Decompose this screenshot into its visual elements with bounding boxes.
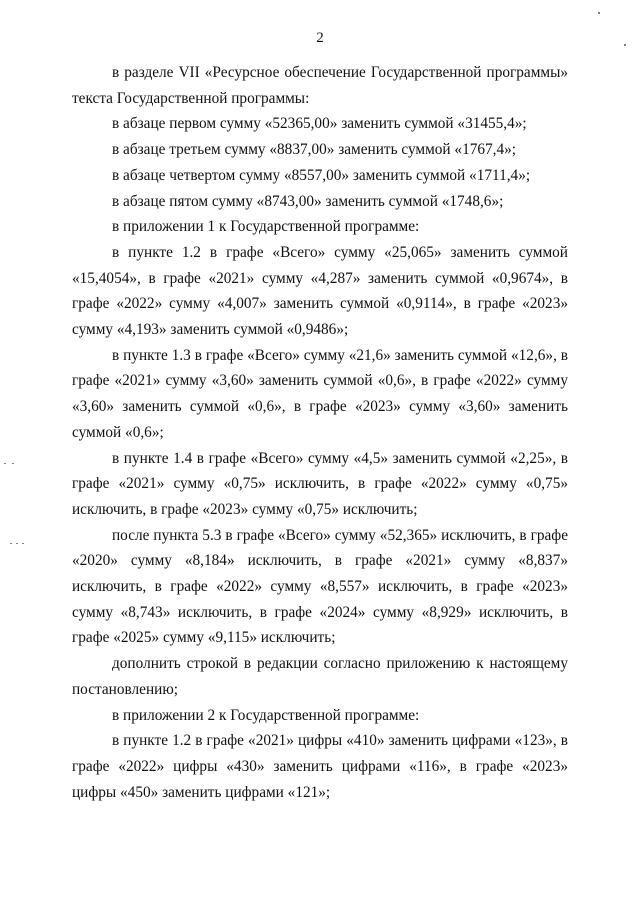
scan-speck bbox=[10, 543, 12, 544]
paragraph-abzac-3: в абзаце третьем сумму «8837,00» заменить суммой «1767,4»; bbox=[112, 141, 517, 159]
paragraph-item-1-2: в пункте 1.2 в графе «Всего» сумму «25,065» заменить суммой «15,4054», в графе «2021» сумму «4,287» заменить суммой «0,9674», в графе «2022» сумму «4,007» заменить суммой «0,9114», в графе «2023» сумму «4,193» заменить суммой «0,9486»; bbox=[72, 243, 568, 339]
page-number: 2 bbox=[316, 30, 324, 46]
document-body bbox=[72, 60, 568, 805]
paragraph-after-5-3: после пункта 5.3 в графе «Всего» сумму «52,365» исключить, в графе «2020» сумму «8,184» исключить, в графе «2021» сумму «8,837» исключить, в графе «2022» сумму «8,557» исключить, в графе «2023» сумму «8,743» исключить, в графе «2024» сумму «8,929» исключить, в графе «2025» сумму «9,115» исключить; bbox=[72, 526, 568, 647]
paragraph-appendix-2-item-1-2: в пункте 1.2 в графе «2021» цифры «410» заменить цифрами «123», в графе «2022» цифры «430» заменить цифрами «116», в графе «2023» цифры «450» заменить цифрами «121»; bbox=[72, 732, 568, 801]
scan-speck bbox=[598, 12, 600, 14]
scan-speck bbox=[12, 463, 14, 464]
paragraph-abzac-4: в абзаце четвертом сумму «8557,00» заменить суммой «1711,4»; bbox=[112, 166, 531, 184]
paragraph-add-row: дополнить строкой в редакции согласно приложению к настоящему постановлению; bbox=[72, 655, 568, 698]
paragraph-section-vii: в разделе VII «Ресурсное обеспечение Государственной программы» текста Государственной программы: bbox=[72, 64, 568, 107]
paragraph-abzac-5: в абзаце пятом сумму «8743,00» заменить суммой «1748,6»; bbox=[112, 192, 504, 210]
scan-speck bbox=[22, 543, 24, 544]
paragraph-appendix-2: в приложении 2 к Государственной программе: bbox=[112, 706, 420, 724]
scan-speck bbox=[16, 543, 18, 544]
paragraph-item-1-3: в пункте 1.3 в графе «Всего» сумму «21,6» заменить суммой «12,6», в графе «2021» сумму «3,60» заменить суммой «0,6», в графе «2022» сумму «3,60» заменить суммой «0,6», в графе «2023» сумму «3,60» заменить суммой «0,6»; bbox=[72, 346, 568, 441]
scan-speck bbox=[624, 44, 626, 46]
paragraph-appendix-1: в приложении 1 к Государственной программе: bbox=[112, 218, 420, 236]
paragraph-abzac-1: в абзаце первом сумму «52365,00» заменить суммой «31455,4»; bbox=[112, 115, 527, 133]
paragraph-item-1-4: в пункте 1.4 в графе «Всего» сумму «4,5» заменить суммой «2,25», в графе «2021» сумму «0,75» исключить, в графе «2022» сумму «0,75» исключить, в графе «2023» сумму «0,75» исключить; bbox=[72, 449, 568, 518]
scan-speck bbox=[4, 463, 6, 464]
